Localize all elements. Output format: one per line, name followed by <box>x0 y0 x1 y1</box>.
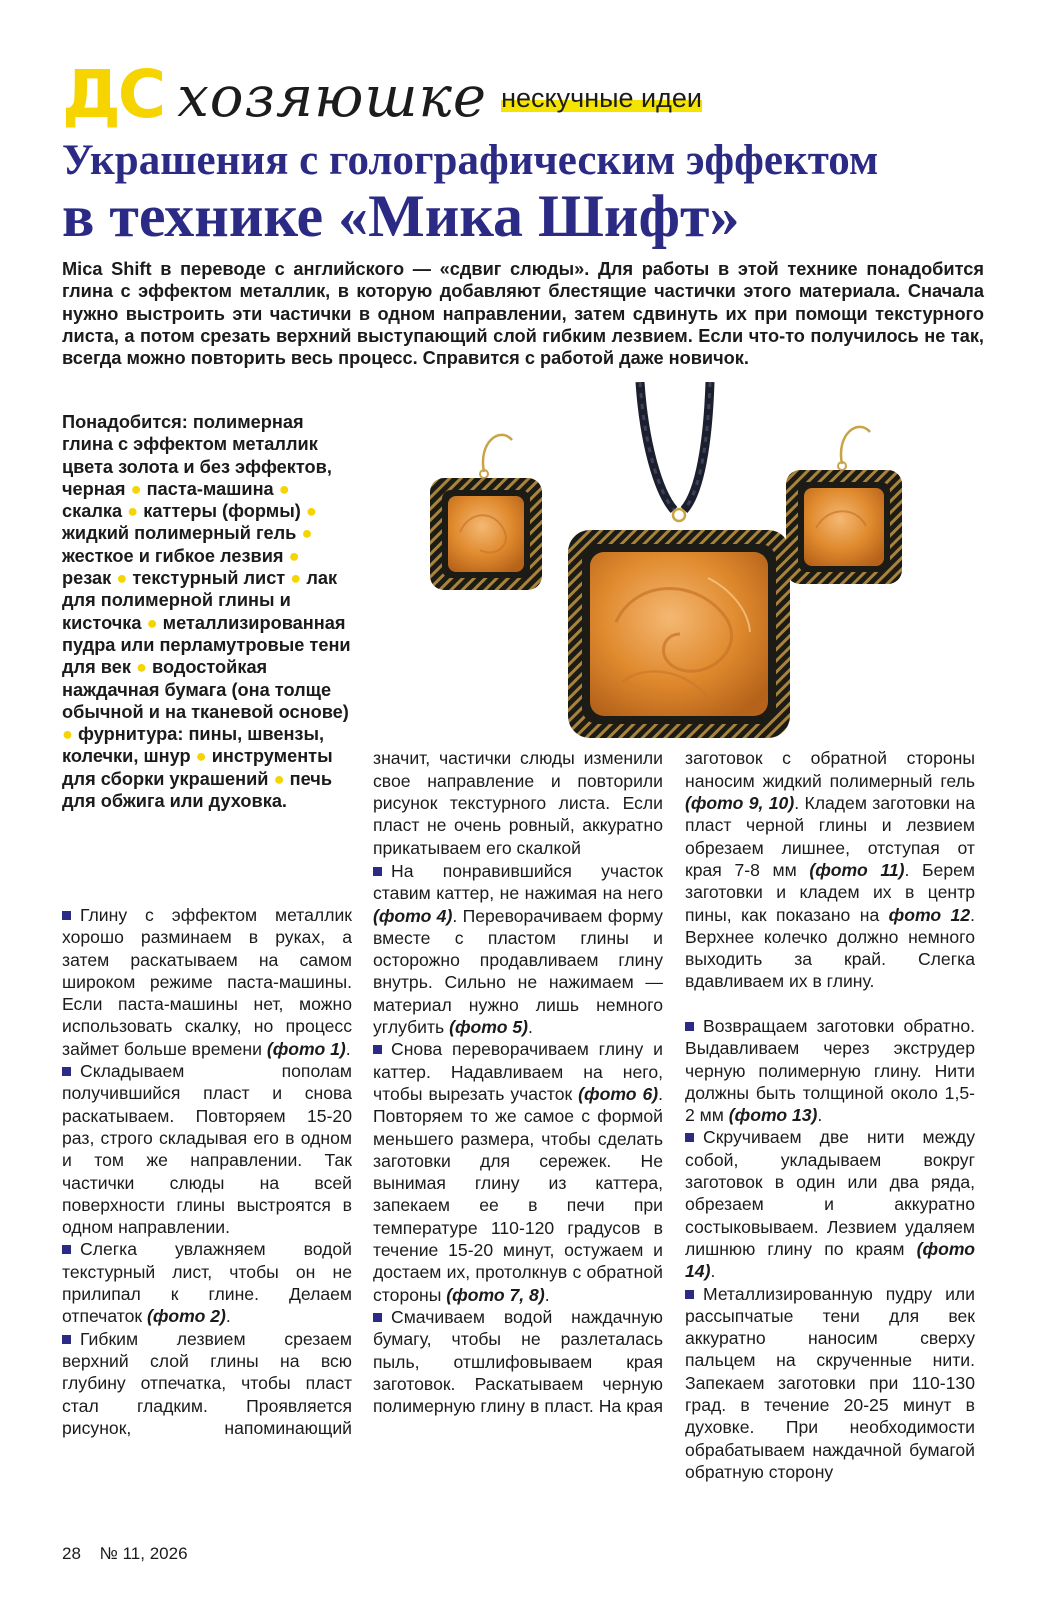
step-paragraph <box>62 1328 352 1440</box>
square-bullet-icon <box>685 1133 694 1142</box>
article-lead: Mica Shift в переводе с английского — «сдвиг слюды». Для работы в этой технике понадобится глина с эффектом металлик, в которую добавляют блестящие частички этого материала. Сначала нужно выстроить эти частички в одном направлении, затем сдвинуть их при помощи текстурного листа, а потом срезать верхний выступающий слой гибким лезвием. Если что-то получилось не так, всегда можно повторить весь процесс. Справится с работой даже новичок. <box>62 259 984 369</box>
materials-item: фурнитура: пины, швензы, колечки, шнур <box>62 724 325 767</box>
materials-item: лак для полимерной глины и кисточка <box>62 568 338 633</box>
step-paragraph <box>62 1060 352 1238</box>
step-text: заготовок с обратной стороны наносим жидкий полимерный гель <box>685 748 975 791</box>
step-paragraph <box>685 1015 975 1126</box>
photo-reference: (фото 2) <box>146 1306 226 1327</box>
bullet-dot-icon: ● <box>288 545 300 566</box>
logo-ds: ДС <box>62 56 164 133</box>
step-text: Металлизированную пудру или рассыпчатые тени для век аккуратно наносим сверху пальцем на скрученные нити. Запекаем заготовки при 110-130 град. в течение 20-25 минут в духовке. При необходимости обрабатываем наждачной бумагой обратную сторону <box>685 1283 975 1482</box>
right-earring <box>786 427 902 584</box>
photo-reference: (фото 4) <box>373 905 453 926</box>
step-text: Гибким лезвием срезаем верхний слой глины на всю глубину отпечатка, чтобы пласт стал гладким. Проявляется рисунок, напоминающий <box>62 1328 352 1438</box>
step-text: На понравившийся участок ставим каттер, не нажимая на него <box>373 861 663 904</box>
step-text-continued: значит, частички слюды изменили свое направление и повторили рисунок текстурного листа. Если пласт не очень ровный, аккуратно прикатываем его скалкой <box>373 748 663 858</box>
jewelry-photo <box>408 382 990 744</box>
bullet-dot-icon: ● <box>116 568 133 589</box>
square-bullet-icon <box>62 911 71 920</box>
square-bullet-icon <box>685 1290 694 1299</box>
materials-list <box>62 411 352 812</box>
page-footer <box>62 1544 202 1564</box>
step-paragraph <box>373 1306 663 1418</box>
materials-item: печь для обжига или духовка. <box>62 768 332 812</box>
materials-intro: Понадобится: полимерная глина с эффектом металлик цвета золота и без эффектов, черная <box>62 412 332 499</box>
materials-item: водостойкая наждачная бумага (она толще обычной и на тканевой основе) <box>62 657 349 722</box>
step-tail: . Берем заготовки и кладем их в центр пины, как показано на <box>685 859 975 925</box>
step-paragraph <box>373 860 663 1038</box>
step-text: Снова переворачиваем глину и каттер. Надавливаем на него, чтобы вырезать участок <box>373 1039 663 1104</box>
bullet-dot-icon: ● <box>305 501 317 522</box>
materials-item: каттеры (формы) <box>143 501 301 522</box>
materials-item: скалка <box>62 501 123 522</box>
materials-item: текстурный лист <box>132 568 286 589</box>
photo-reference: (фото 6) <box>578 1083 659 1104</box>
materials-item: жидкий полимерный гель <box>62 523 297 544</box>
step-text: Смачиваем водой наждачную бумагу, чтобы не разлеталась пыль, отшлифовываем края заготовок. Раскатываем черную полимерную глину в пласт. На края <box>373 1306 663 1417</box>
square-bullet-icon <box>685 1022 694 1031</box>
square-bullet-icon <box>62 1335 71 1344</box>
step-text-continued <box>685 748 975 993</box>
steps-column-3 <box>685 748 975 1483</box>
step-tail: . <box>544 1284 550 1305</box>
step-tail: . Верхнее колечко должно немного выходить за край. Слегка вдавливаем их в глину. <box>685 904 975 992</box>
step-tail: . Переворачиваем форму вместе с пластом глины и осторожно продавливаем глину внутрь. Сильно не нажимаем — материал нужно лишь немного углубить <box>373 905 663 1038</box>
materials-item: жесткое и гибкое лезвия <box>62 545 284 566</box>
photo-reference: (фото 9, 10) <box>685 793 795 814</box>
cord <box>640 382 710 521</box>
step-text: Глину с эффектом металлик хорошо разминаем в руках, а затем раскатываем на самом широком режиме паста-машины. Если паста-машины нет, можно использовать скалку, но процесс займет больше времени <box>62 905 352 1059</box>
bullet-dot-icon: ● <box>195 746 212 767</box>
materials-item: резак <box>62 568 112 589</box>
section-name: хозяюшке <box>177 65 488 130</box>
bullet-dot-icon: ● <box>62 724 79 745</box>
bullet-dot-icon: ● <box>136 657 153 678</box>
section-subtitle-text: нескучные идеи <box>501 83 702 113</box>
bullet-dot-icon: ● <box>290 568 307 589</box>
article-title-line1: Украшения с голографическим эффектом <box>62 137 879 184</box>
section-subtitle <box>501 83 702 114</box>
jewelry-set-illustration <box>408 382 990 744</box>
square-bullet-icon <box>373 867 382 876</box>
step-tail: . <box>225 1306 231 1327</box>
step-text: Слегка увлажняем водой текстурный лист, чтобы он не прилипал к глине. Делаем отпечаток <box>62 1239 352 1327</box>
materials-item: металлизированная пудра или перламутровые тени для век <box>62 612 351 678</box>
step-tail: . <box>527 1017 533 1038</box>
bullet-dot-icon: ● <box>146 612 163 633</box>
photo-reference: (фото 11) <box>809 859 905 880</box>
step-paragraph-continued <box>373 748 663 860</box>
bullet-dot-icon: ● <box>130 478 147 499</box>
issue-number: № 11, 2026 <box>99 1544 188 1563</box>
step-tail: . <box>817 1105 823 1126</box>
square-bullet-icon <box>62 1245 71 1254</box>
step-tail: . <box>710 1261 716 1282</box>
bullet-dot-icon: ● <box>127 501 144 522</box>
step-paragraph <box>62 1238 352 1327</box>
bullet-dot-icon: ● <box>273 768 290 789</box>
step-tail: . <box>345 1038 351 1059</box>
square-bullet-icon <box>62 1067 71 1076</box>
step-text: Возвращаем заготовки обратно. Выдавливаем через экструдер черную полимерную глину. Нити должны быть толщиной около 1,5-2 мм <box>685 1016 975 1126</box>
step-paragraph <box>373 1038 663 1306</box>
photo-reference: (фото 1) <box>266 1038 346 1059</box>
step-text: Складываем пополам получившийся пласт и снова раскатываем. Повторяем 15-20 раз, строго складывая его в одном и том же направлении. Так частички слюды на всей поверхности глины выстроятся в одном направлении. <box>62 1061 352 1238</box>
step-paragraph <box>62 904 352 1060</box>
article-title-line2: в технике «Мика Шифт» <box>62 183 740 249</box>
magazine-logo <box>62 52 702 133</box>
page-number: 28 <box>62 1544 81 1563</box>
photo-reference: фото 12 <box>888 904 971 925</box>
steps-column-2 <box>373 748 663 1418</box>
photo-reference: (фото 7, 8) <box>446 1284 545 1305</box>
step-paragraph <box>685 1126 975 1282</box>
photo-reference: (фото 14) <box>685 1238 975 1282</box>
photo-reference: (фото 5) <box>449 1017 528 1038</box>
square-bullet-icon <box>373 1313 382 1322</box>
step-paragraph-continued <box>685 748 975 1015</box>
pendant <box>568 530 790 738</box>
step-tail: . Кладем заготовки на пласт черной глины и лезвием обрезаем лишнее, отступая от края 7-8 мм <box>685 793 975 880</box>
materials-item: инструменты для сборки украшений <box>62 746 333 789</box>
bullet-dot-icon: ● <box>301 523 313 544</box>
materials-item: паста-машина <box>146 478 274 499</box>
square-bullet-icon <box>373 1045 382 1054</box>
steps-column-1 <box>62 904 352 1440</box>
step-paragraph <box>685 1283 975 1484</box>
photo-reference: (фото 13) <box>728 1105 818 1126</box>
step-text: Скручиваем две нити между собой, укладываем вокруг заготовок в один или два ряда, обрезаем и аккуратно состыковываем. Лезвием удаляем лишнюю глину по краям <box>685 1127 975 1259</box>
bullet-dot-icon: ● <box>278 478 290 499</box>
left-earring <box>430 435 542 590</box>
step-tail: . Повторяем то же самое с формой меньшего размера, чтобы сделать заготовки для сережек. Не вынимая глину из каттера, запекаем ее в печи при температуре 110-120 градусов в течение 15-20 минут, остужаем и достаем их, протолкнув с обратной стороны <box>373 1083 663 1305</box>
